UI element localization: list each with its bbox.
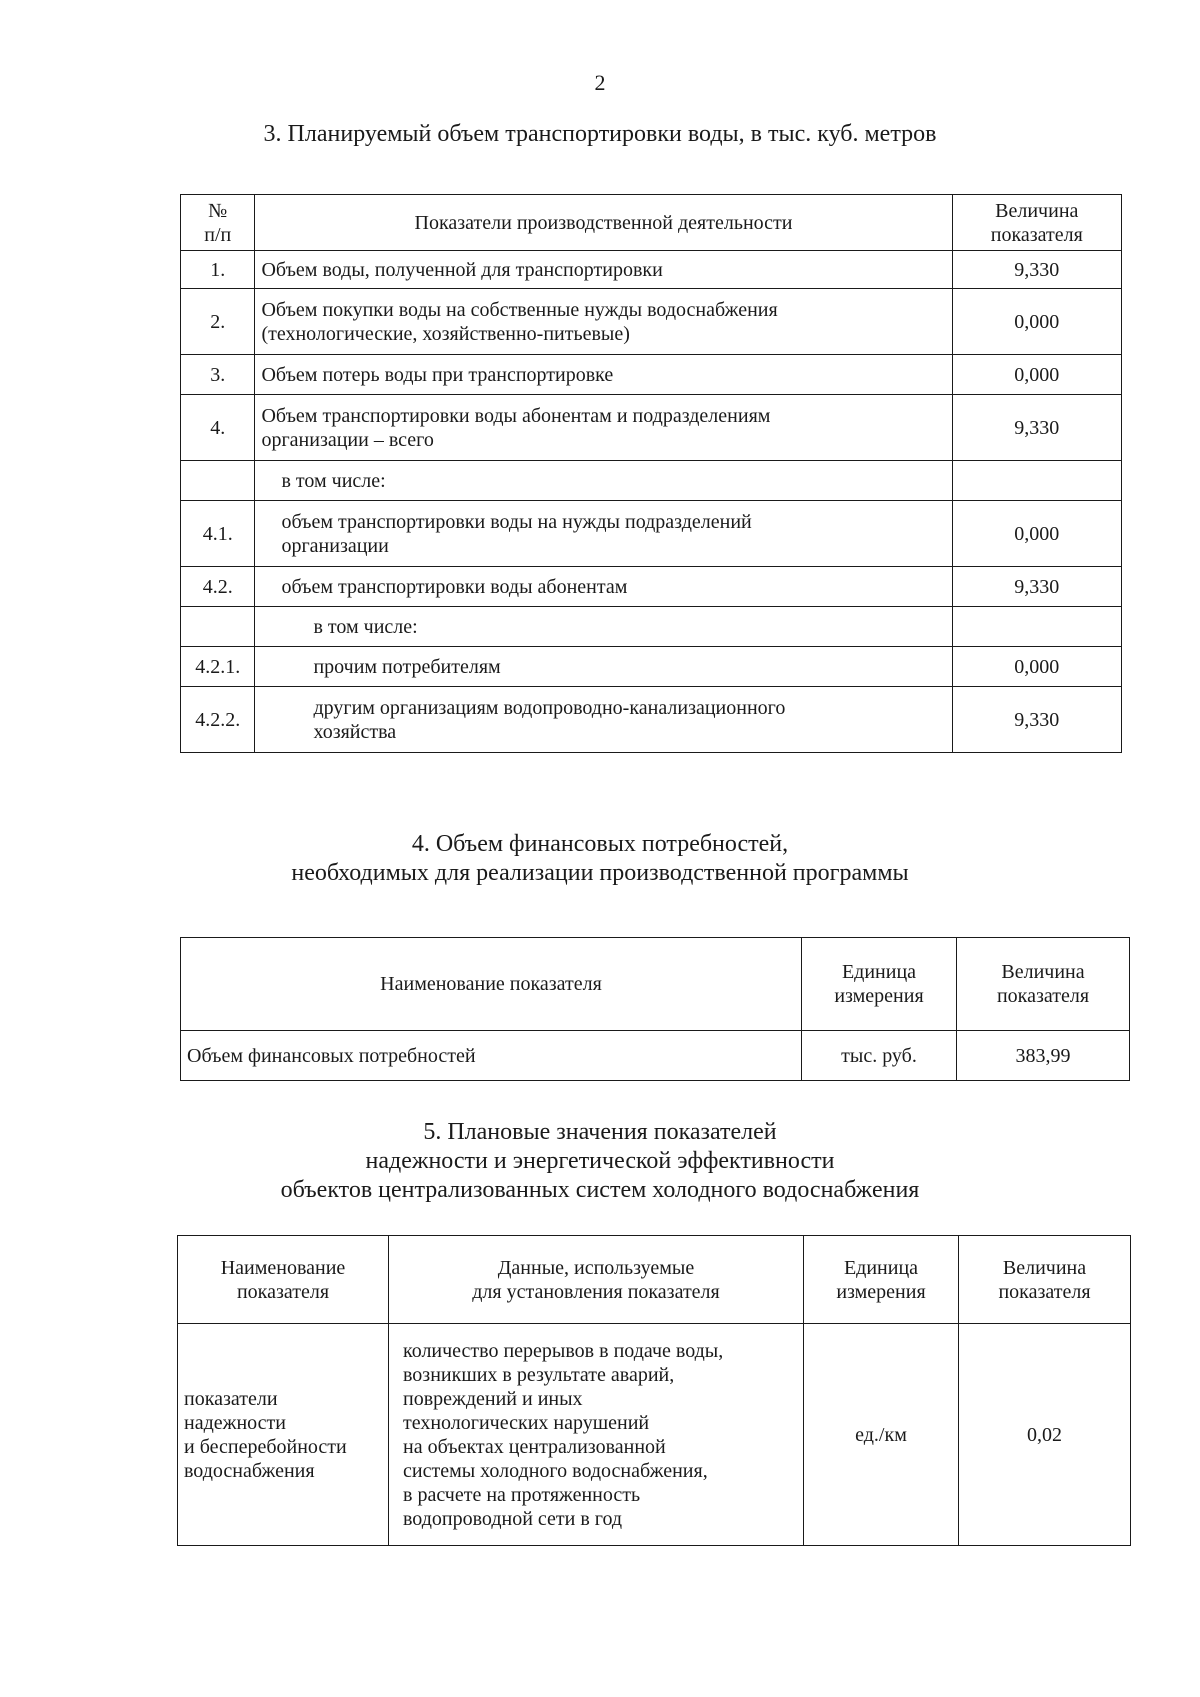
table-row: [178, 1324, 1131, 1546]
table-row: [181, 1031, 1130, 1081]
row-number: 4.1.: [181, 501, 255, 567]
table-header-row: [181, 938, 1130, 1031]
row-number: 3.: [181, 355, 255, 395]
row-number: 4.2.: [181, 567, 255, 607]
column-header-number: № п/п: [181, 195, 255, 251]
row-indicator: объем транспортировки воды на нужды подразделений организации: [255, 501, 952, 567]
reliability-indicators-table: [177, 1235, 1131, 1546]
column-header-name: Наименование показателя: [181, 938, 802, 1031]
row-indicator: Объем транспортировки воды абонентам и подразделениям организации – всего: [255, 395, 952, 461]
water-transport-table: [180, 194, 1122, 753]
section-3-title: 3. Планируемый объем транспортировки воды, в тыс. куб. метров: [263, 121, 937, 147]
column-header-value: Величина показателя: [959, 1236, 1131, 1324]
row-value: 0,000: [952, 501, 1121, 567]
table-row: [181, 567, 1122, 607]
row-value: 9,330: [952, 687, 1121, 753]
section-5-title: 5. Плановые значения показателей надежности и энергетической эффективности объектов централизованных систем холодного водоснабжения: [280, 1119, 920, 1203]
row-unit: ед./км: [804, 1324, 959, 1546]
table-row: [181, 461, 1122, 501]
row-unit: тыс. руб.: [802, 1031, 957, 1081]
column-header-value: Величина показателя: [952, 195, 1121, 251]
table-row: [181, 647, 1122, 687]
table-row: [181, 355, 1122, 395]
row-value: 9,330: [952, 395, 1121, 461]
row-number: 4.: [181, 395, 255, 461]
row-data: количество перерывов в подаче воды, возникших в результате аварий, повреждений и иных технологических нарушений на объектах централизованной системы холодного водоснабжения, в расчете на протяженность водопроводной сети в год: [389, 1324, 804, 1546]
table-row: [181, 251, 1122, 289]
column-header-unit: Единица измерения: [804, 1236, 959, 1324]
row-indicator: Объем покупки воды на собственные нужды водоснабжения (технологические, хозяйственно-питьевые): [255, 289, 952, 355]
financial-needs-table: [180, 937, 1130, 1081]
row-value: 0,000: [952, 647, 1121, 687]
row-value: 383,99: [957, 1031, 1130, 1081]
column-header-value: Величина показателя: [957, 938, 1130, 1031]
row-number: 1.: [181, 251, 255, 289]
row-indicator: в том числе:: [255, 461, 952, 501]
row-name: Объем финансовых потребностей: [181, 1031, 802, 1081]
table-row: [181, 607, 1122, 647]
row-number: [181, 607, 255, 647]
page-number: 2: [594, 70, 606, 95]
section-4-title: 4. Объем финансовых потребностей, необходимых для реализации производственной программы: [291, 831, 909, 886]
row-value: 9,330: [952, 567, 1121, 607]
row-indicator: объем транспортировки воды абонентам: [255, 567, 952, 607]
row-number: 2.: [181, 289, 255, 355]
row-value: [952, 607, 1121, 647]
table-row: [181, 687, 1122, 753]
table-row: [181, 501, 1122, 567]
row-indicator: Объем потерь воды при транспортировке: [255, 355, 952, 395]
table-header-row: [178, 1236, 1131, 1324]
row-value: [952, 461, 1121, 501]
row-indicator: прочим потребителям: [255, 647, 952, 687]
row-value: 9,330: [952, 251, 1121, 289]
column-header-name: Наименование показателя: [178, 1236, 389, 1324]
column-header-unit: Единица измерения: [802, 938, 957, 1031]
column-header-indicator: Показатели производственной деятельности: [255, 195, 952, 251]
row-number: 4.2.1.: [181, 647, 255, 687]
row-name: показатели надежности и бесперебойности водоснабжения: [178, 1324, 389, 1546]
row-value: 0,02: [959, 1324, 1131, 1546]
row-value: 0,000: [952, 289, 1121, 355]
table-header-row: [181, 195, 1122, 251]
row-number: [181, 461, 255, 501]
row-indicator: в том числе:: [255, 607, 952, 647]
column-header-data: Данные, используемые для установления показателя: [389, 1236, 804, 1324]
row-value: 0,000: [952, 355, 1121, 395]
row-number: 4.2.2.: [181, 687, 255, 753]
table-row: [181, 289, 1122, 355]
table-row: [181, 395, 1122, 461]
row-indicator: другим организациям водопроводно-канализационного хозяйства: [255, 687, 952, 753]
row-indicator: Объем воды, полученной для транспортировки: [255, 251, 952, 289]
